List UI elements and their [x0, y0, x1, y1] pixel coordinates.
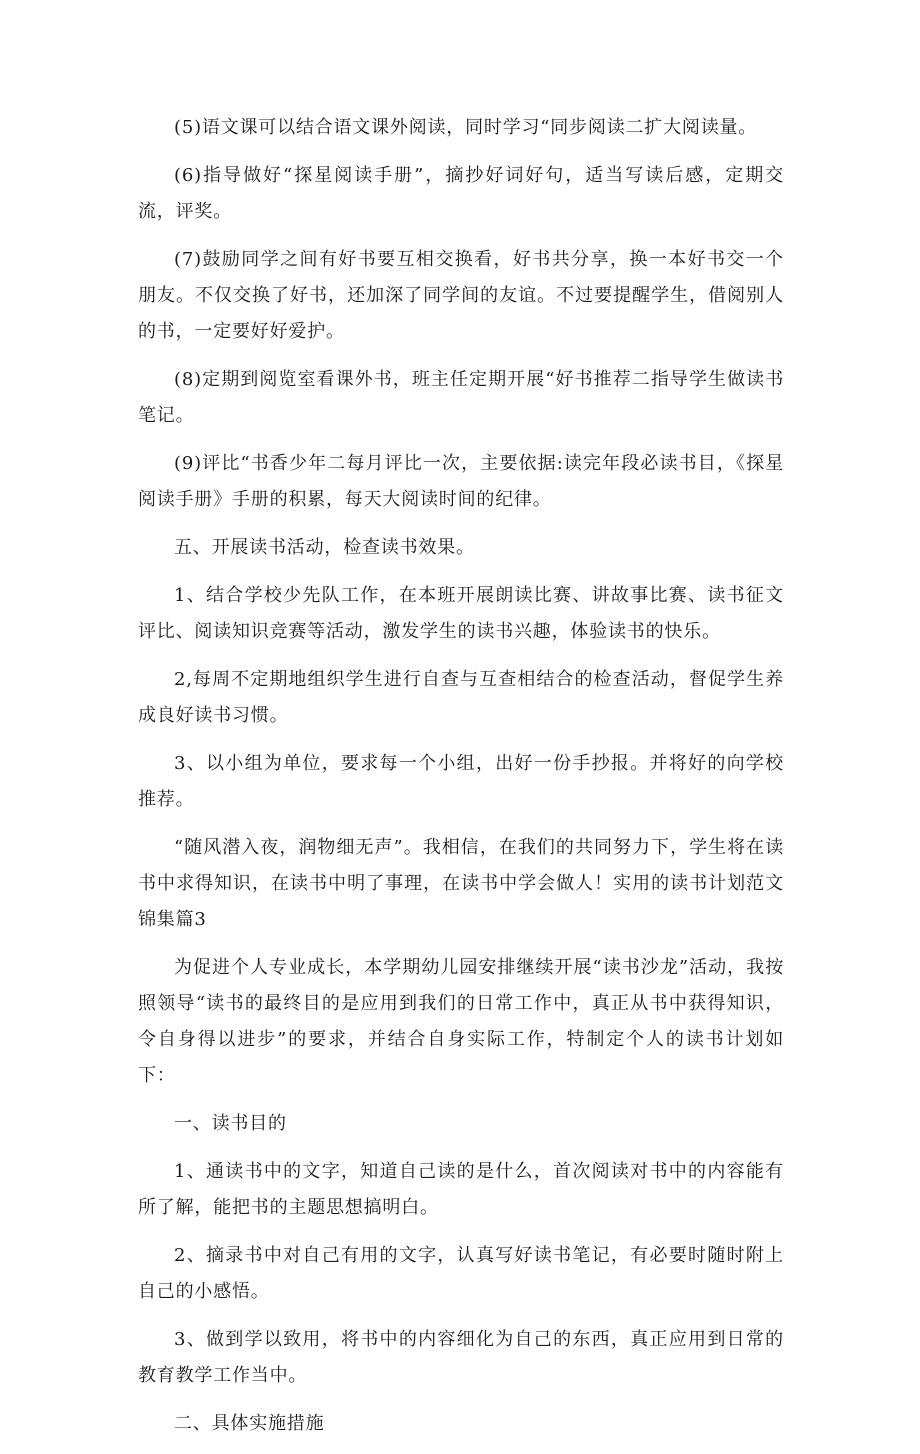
- purpose-item-2: 2、摘录书中对自己有用的文字，认真写好读书笔记，有必要时随时附上自己的小感悟。: [138, 1245, 784, 1302]
- activity-item-1: 1、结合学校少先队工作，在本班开展朗读比赛、讲故事比赛、读书征文评比、阅读知识竞赛等活动，激发学生的读书兴趣，体验读书的快乐。: [138, 585, 784, 642]
- paragraph-item-9: (9)评比“书香少年二每月评比一次，主要依据:读完年段必读书目，《探星阅读手册》手册的积累，每天大阅读时间的纪律。: [138, 453, 784, 510]
- paragraph-item-7: (7)鼓励同学之间有好书要互相交换看，好书共分享，换一本好书交一个朋友。不仅交换了好书，还加深了同学间的友谊。不过要提醒学生，借阅别人的书，一定要好好爱护。: [138, 249, 784, 342]
- section-heading-purpose: 一、读书目的: [174, 1113, 287, 1134]
- activity-item-2: 2,每周不定期地组织学生进行自查与互查相结合的检查活动，督促学生养成良好读书习惯。: [138, 669, 784, 726]
- purpose-item-3: 3、做到学以致用，将书中的内容细化为自己的东西，真正应用到日常的教育教学工作当中。: [138, 1329, 784, 1386]
- section-heading-measures: 二、具体实施措施: [174, 1413, 325, 1434]
- document-body: [138, 110, 784, 1454]
- closing-paragraph: “随风潜入夜，润物细无声”。我相信，在我们的共同努力下，学生将在读书中求得知识，在读书中明了事理，在读书中学会做人！实用的读书计划范文锦集篇3: [138, 837, 784, 930]
- activity-item-3: 3、以小组为单位，要求每一个小组，出好一份手抄报。并将好的向学校推荐。: [138, 753, 784, 810]
- section-heading-5: 五、开展读书活动，检查读书效果。: [174, 537, 475, 558]
- intro-paragraph: 为促进个人专业成长，本学期幼儿园安排继续开展“读书沙龙”活动，我按照领导“读书的最终目的是应用到我们的日常工作中，真正从书中获得知识，令自身得以进步”的要求，并结合自身实际工作，特制定个人的读书计划如下：: [138, 957, 784, 1086]
- purpose-item-1: 1、通读书中的文字，知道自己读的是什么，首次阅读对书中的内容能有所了解，能把书的主题思想搞明白。: [138, 1161, 784, 1218]
- paragraph-item-5: (5)语文课可以结合语文课外阅读，同时学习“同步阅读二扩大阅读量。: [174, 117, 758, 138]
- paragraph-item-6: (6)指导做好“探星阅读手册”，摘抄好词好句，适当写读后感，定期交流，评奖。: [138, 165, 784, 222]
- paragraph-item-8: (8)定期到阅览室看课外书，班主任定期开展“好书推荐二指导学生做读书笔记。: [138, 369, 784, 426]
